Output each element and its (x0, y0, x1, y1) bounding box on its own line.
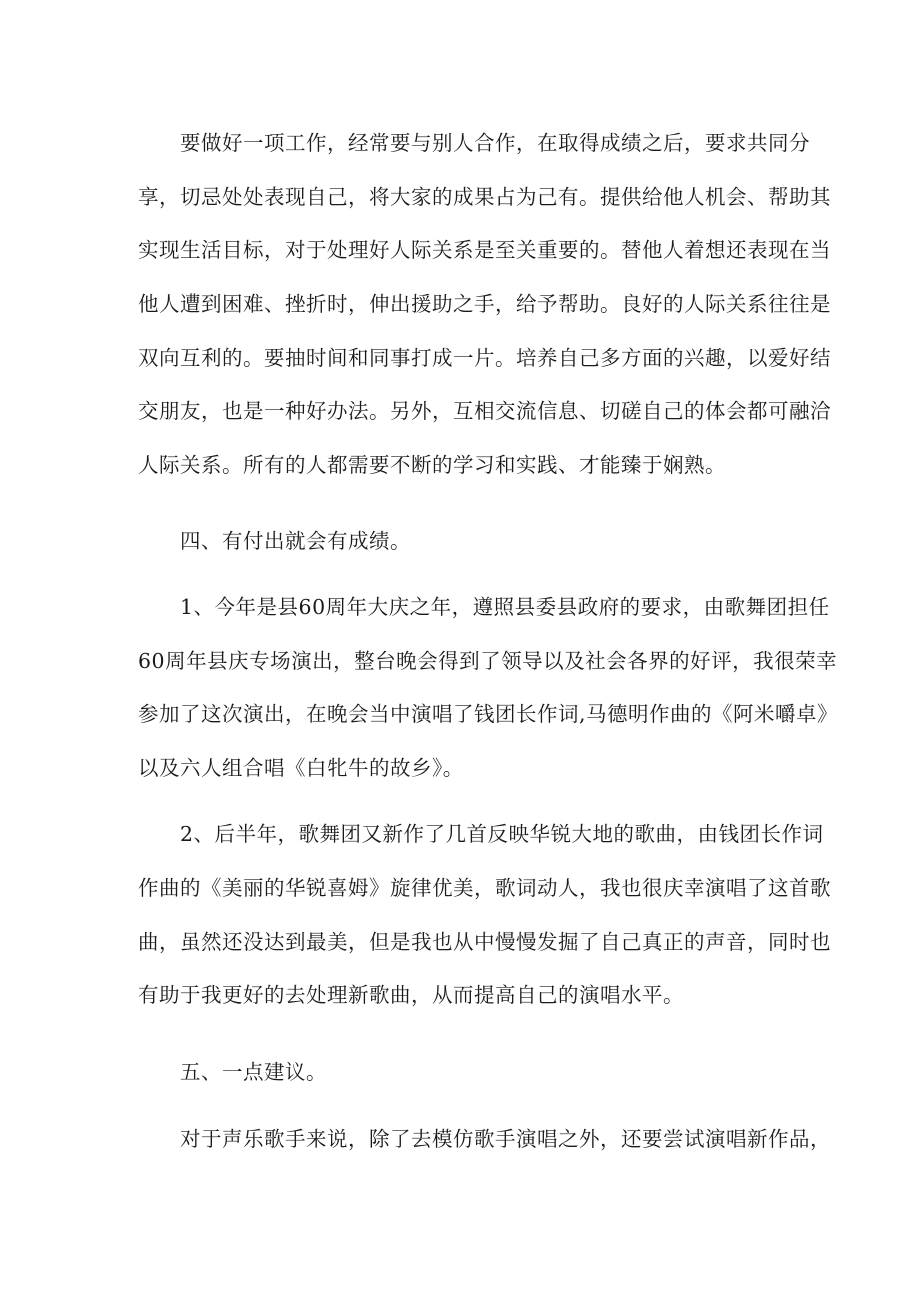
paragraph-2-line-4: 以及六人组合唱《白牝牛的故乡》。 (138, 756, 464, 780)
paragraph-1-line-2: 享，切忌处处表现自己，将大家的成果占为己有。提供给他人机会、帮助其 (138, 185, 831, 209)
paragraph-2-line-3: 参加了这次演出，在晚会当中演唱了钱团长作词,马德明作曲的《阿米嚼卓》 (138, 702, 839, 726)
paragraph-1-line-7: 人际关系。所有的人都需要不断的学习和实践、才能臻于娴熟。 (138, 453, 726, 477)
paragraph-4-line-1: 对于声乐歌手来说，除了去模仿歌手演唱之外，还要尝试演唱新作品， (180, 1127, 831, 1151)
paragraph-3-line-4: 有助于我更好的去处理新歌曲，从而提高自己的演唱水平。 (138, 983, 684, 1007)
paragraph-1-line-6: 交朋友，也是一种好办法。另外，互相交流信息、切磋自己的体会都可融洽 (138, 399, 831, 423)
paragraph-3-line-3: 曲，虽然还没达到最美，但是我也从中慢慢发掘了自己真正的声音，同时也 (138, 930, 831, 954)
paragraph-1-line-3: 实现生活目标，对于处理好人际关系是至关重要的。替他人着想还表现在当 (138, 238, 831, 262)
paragraph-3-line-2: 作曲的《美丽的华锐喜姆》旋律优美，歌词动人，我也很庆幸演唱了这首歌 (138, 876, 831, 900)
section-heading-5: 五、一点建议。 (180, 1060, 327, 1084)
section-heading-4: 四、有付出就会有成绩。 (180, 529, 411, 553)
paragraph-1-line-1: 要做好一项工作，经常要与别人合作，在取得成绩之后，要求共同分 (180, 131, 810, 155)
paragraph-1-line-5: 双向互利的。要抽时间和同事打成一片。培养自己多方面的兴趣，以爱好结 (138, 346, 831, 370)
paragraph-3-line-1: 2、后半年，歌舞团又新作了几首反映华锐大地的歌曲，由钱团长作词 (180, 822, 824, 846)
paragraph-1-line-4: 他人遭到困难、挫折时，伸出援助之手，给予帮助。良好的人际关系往往是 (138, 292, 831, 316)
paragraph-2-line-1: 1、今年是县60周年大庆之年，遵照县委县政府的要求，由歌舞团担任 (180, 595, 830, 619)
paragraph-2-line-2: 60周年县庆专场演出，整台晚会得到了领导以及社会各界的好评，我很荣幸 (138, 649, 838, 673)
